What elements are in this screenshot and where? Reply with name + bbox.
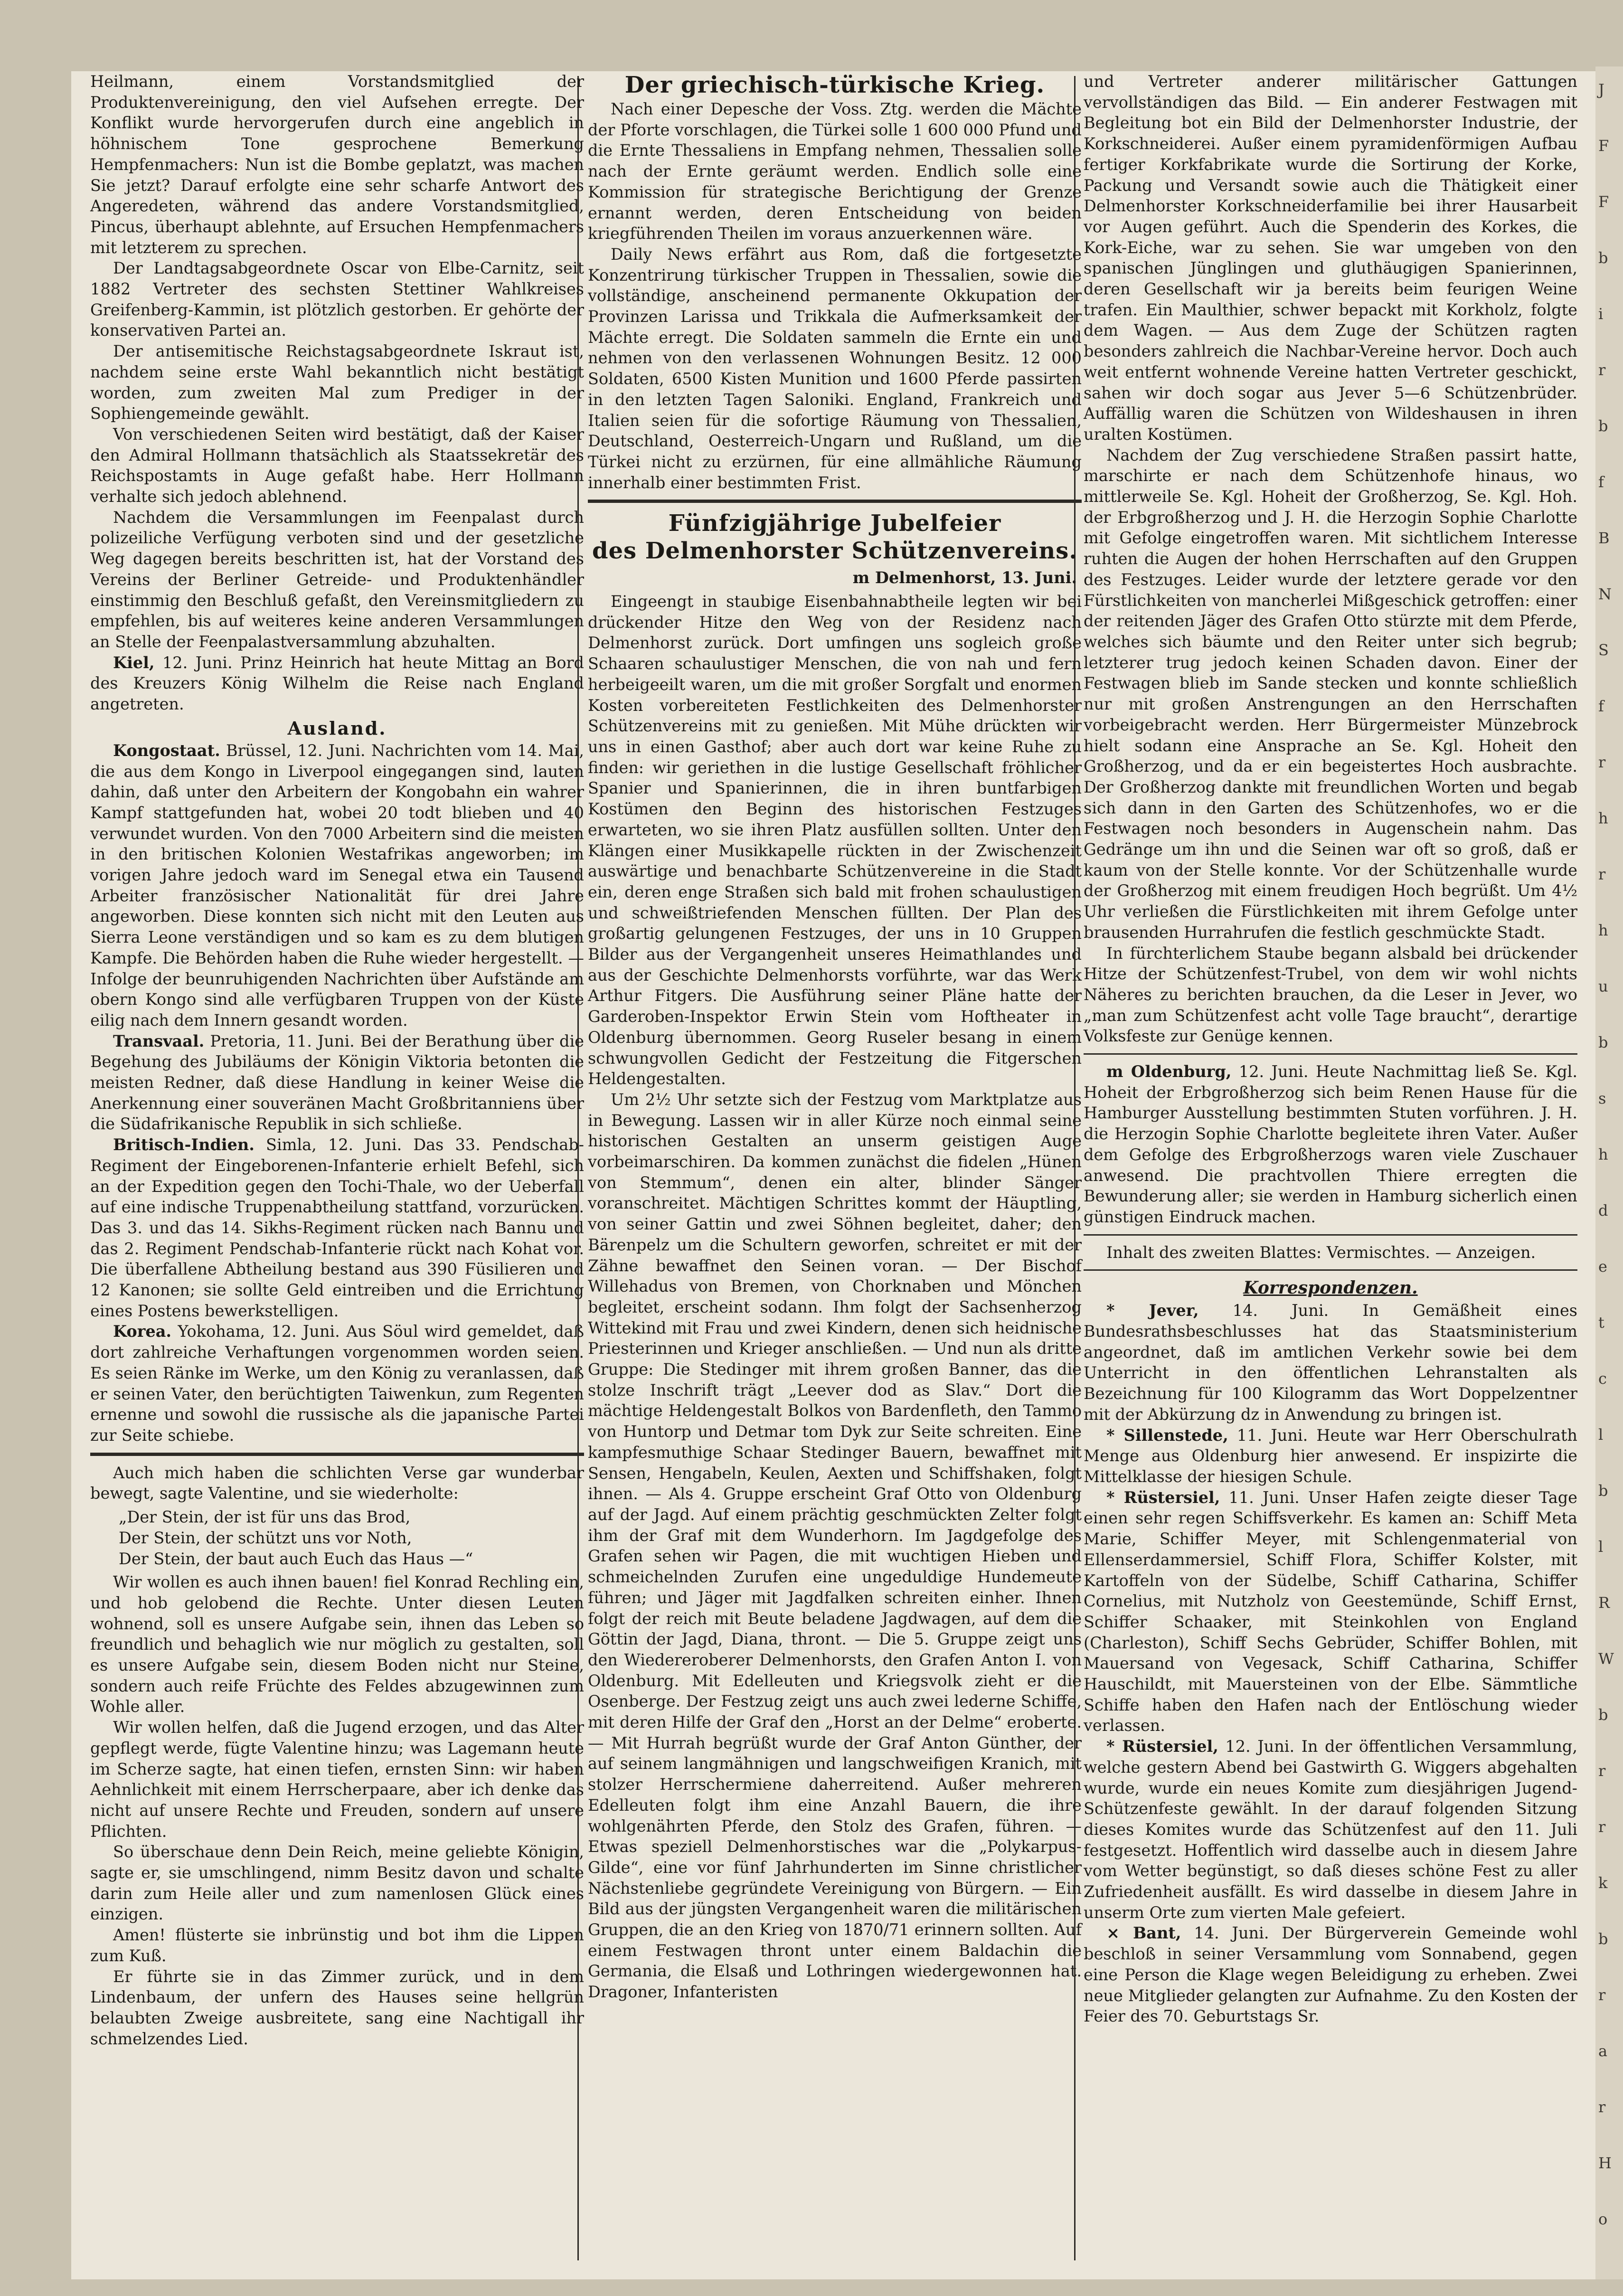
edge-letter: b — [1598, 1706, 1608, 1724]
column-middle — [588, 71, 1082, 2003]
edge-letter: l — [1598, 1538, 1604, 1556]
dateline: * Jever, — [1106, 1301, 1199, 1320]
dateline: Britisch-Indien. — [113, 1135, 255, 1154]
dateline: * Rüstersiel, — [1106, 1737, 1218, 1756]
edge-letter: u — [1598, 977, 1608, 995]
edge-letter: r — [1598, 1986, 1606, 2004]
edge-letter: r — [1598, 1762, 1606, 1780]
edge-letter: F — [1598, 137, 1609, 155]
paragraph: In fürchterlichem Staube begann alsbald bei drückender Hitze der Schützenfest-Trubel, von dem wir wohl nichts Näheres zu berichten brauchen, da die Leser in Jever, wo „man zum Schützenfest acht volle Tage braucht“, derartige Volksfeste zur Genüge kennen. — [1084, 944, 1577, 1046]
news-item: * Rüstersiel, 12. Juni. In der öffentlichen Versammlung, welche gestern Abend bei Gastwirth G. Wiggers abgehalten wurde, wurde ein neues Komite zum diesjährigen Jugend-Schützenfeste gewählt. In der darauf folgenden Sitzung dieses Komites wurde das Schützenfest auf den 11. Juli festgesetzt. Hoffentlich wird dasselbe auch in diesem Jahre vom Wetter begünstigt, so daß dieses schöne Fest zu aller Zufriedenheit ausfällt. Es wird dasselbe in diesem Jahre in unserm Orte zum vierten Male gefeiert. — [1084, 1737, 1578, 1922]
news-item: Transvaal. Pretoria, 11. Juni. Bei der Berathung über die Begehung des Jubiläums der Königin Viktoria betonten die meisten Redner, daß diese Handlung in keiner Weise die Anerkennung einer souveränen Macht Großbritanniens über die Südafrikanische Republik in sich schließe. — [90, 1031, 584, 1134]
article-heading: des Delmenhorster Schützenvereins. — [592, 538, 1078, 565]
edge-letter: d — [1598, 1201, 1608, 1219]
edge-letter: o — [1598, 2210, 1608, 2228]
edge-letter: t — [1598, 1313, 1604, 1332]
edge-letter: f — [1598, 697, 1604, 715]
edge-letter: F — [1598, 193, 1609, 211]
news-item: Korea. Yokohama, 12. Juni. Aus Söul wird gemeldet, daß dort zahlreiche Verhaftungen vorgenommen worden seien. Es seien Ränke im Werke, um den König zu veranlassen, daß er seinen Vater, den berüchtigten Taiwenkun, zum Regenten ernenne und sowohl die russische als die japanische Partei zur Seite schiebe. — [90, 1322, 584, 1445]
edge-letter: c — [1598, 1370, 1607, 1388]
section-divider — [90, 1453, 584, 1456]
news-item: * Rüstersiel, 11. Juni. Unser Hafen zeigte dieser Tage einen sehr regen Schiffsverkehr. Es kamen an: Schiff Meta Marie, Schiffer Meyer, mit Schlengenmaterial von Ellenserdammersiel, Schiff Flora, Schiffer Kolster, mit Kartoffeln von der Südelbe, Schiff Catharina, Schiffer Cornelius, mit Nutzholz von Geestemünde, Schiff Ernst, Schiffer Schaaker, mit Steinkohlen von England (Charleston), Schiff Sechs Gebrüder, Schiffer Bohlen, mit Mauersand von Vegesack, Schiff Catharina, Schiffer Hauschildt, mit Mauersteinen von der Elbe. Sämmtliche Schiffe haben den Hafen nach der Entlöschung wieder verlassen. — [1084, 1488, 1577, 1735]
news-item: m Oldenburg, 12. Juni. Heute Nachmittag ließ Se. Kgl. Hoheit der Erbgroßherzog sich beim Renen Hause für die Hamburger Ausstellung bestimmten Stuten vorführen. J. H. die Herzogin Sophie Charlotte begleitete ihren Vater. Außer dem Gefolge des Erbgroßherzogs waren viele Zuschauer anwesend. Die prachtvollen Thiere erregten die Bewunderung aller; sie werden in Hamburg sicherlich einen günstigen Eindruck machen. — [1084, 1062, 1577, 1226]
paragraph: Wir wollen es auch ihnen bauen! fiel Konrad Rechling ein, und hob gelobend die Rechte. Unter diesen Leuten wohnend, soll es unsere Aufgabe sein, ihnen das Leben so freundlich und behaglich wie nur möglich zu gestalten, soll es unsere Aufgabe sein, diesem Boden nicht nur Steine, sondern auch reife Früchte des Feldes abzugewinnen zum Wohle aller. — [90, 1573, 584, 1716]
edge-letter: i — [1598, 305, 1604, 323]
edge-letter: r — [1598, 865, 1606, 883]
verse-line: Der Stein, der schützt uns vor Noth, — [119, 1528, 412, 1547]
paragraph: Amen! flüsterte sie inbrünstig und bot ihm die Lippen zum Kuß. — [90, 1926, 584, 1965]
edge-letter: B — [1598, 529, 1610, 547]
verse — [119, 1507, 584, 1569]
paragraph: Wir wollen helfen, daß die Jugend erzogen, und das Alter gepflegt werde, fügte Valentine hinzu; was Lagemann heute im Scherze sagte, hat einen tiefen, ernsten Sinn: wir haben Aehnlichkeit mit einem Herrscherpaare, aber ich denke das nicht auf unsere Rechte und Freuden, sondern auf unsere Pflichten. — [90, 1718, 584, 1841]
paragraph: Nachdem der Zug verschiedene Straßen passirt hatte, marschirte er nach dem Schützenhofe hinaus, wo mittlerweile Se. Kgl. Hoheit der Großherzog, Se. Kgl. Hoh. der Erbgroßherzog und J. H. die Herzogin Sophie Charlotte mit Gefolge eingetroffen waren. Mit sichtlichem Interesse ruhten die Augen der hohen Herrschaften auf den Gruppen des Festzuges. Leider wurde der letztere gerade vor den Fürstlichkeiten von mancherlei Mißgeschick getroffen: einer der reitenden Jäger des Grafen Otto stürzte mit dem Pferde, welches sich bäumte und den Reiter unter sich begrub; letzterer trug jedoch keinen Schaden davon. Einer der Festwagen blieb im Sande stecken und konnte schließlich nur mit großen Anstrengungen an den Herrschaften vorbeigebracht werden. Herr Bürgermeister Münzebrock hielt sodann eine Ansprache an Se. Kgl. Hoheit den Großherzog, und da er ein begeistertes Hoch ausbrachte. Der Großherzog dankte mit freundlichen Worten und begab sich dann in den Garten des Schützenhofes, wo er die Festwagen noch besonders in Augenschein nahm. Das Gedränge um ihn und die Seinen war oft so groß, daß er kaum von der Stelle konnte. Vor der Schützenhalle wurde der Großherzog mit einem freudigen Hoch begrüßt. Um 4½ Uhr verließen die Fürstlichkeiten mit ihrem Gefolge unter brausenden Hurrahrufen die festlich geschmückte Stadt. — [1084, 445, 1577, 942]
paragraph: Um 2½ Uhr setzte sich der Festzug vom Marktplatze aus in Bewegung. Lassen wir in aller Kürze noch einmal seine historischen Gestalten an unserm geistigen Auge vorbeimarschiren. Da kommen zunächst die fidelen „Hünen von Stemmum“, denen ein alter, blinder Sänger voranschreitet. Mächtigen Schrittes kommt der Häuptling, von seiner Gattin und zwei Söhnen begleitet, daher; den Bärenpelz um die Schultern geworfen, schreitet er mit der Zähne bewaffnet den Seinen voran. — Der Bischof Willehadus von Bremen, von Chorknaben und Mönchen begleitet, erscheint sodann. Ihm folgt der Sachsenherzog Wittekind mit Frau und zwei Kindern, denen sich heidnische Priesterinnen und Krieger anschließen. — Und nun als dritte Gruppe: Die Stedinger mit ihrem großen Banner, das die stolze Inschrift trägt „Leever dod as Slav.“ Dort die mächtige Heldengestalt Bolkos von Bardenfleth, den Tammo von Huntorp und Detmar tom Dyk zur Seite schreiten. Eine kampfesmuthige Schaar Stedinger Bauern, bewaffnet mit Sensen, Hengabeln, Keulen, Aexten und Schiffshaken, folgt ihnen. — Als 4. Gruppe erscheint Graf Otto von Oldenburg auf der Jagd. Auf einem prächtig geschmückten Zelter folgt ihm der Graf mit dem Wunderhorn. Im Jagdgefolge des Grafen sehen wir Pagen, die mit wuchtigen Hieben und schmeichelnden Zurufen eine ungeduldige Hundemeute führen; und Jäger mit Jagdfalken schreiten einher. Ihnen folgt der reich mit Beute beladene Jagdwagen, auf dem die Göttin der Jagd, Diana, thront. — Die 5. Gruppe zeigt uns den Wiedereroberer Delmenhorsts, den Grafen Anton I. von Oldenburg. Mit Edelleuten und Kriegsvolk zieht er die Osenberge. Der Festzug zeigt uns auch zwei lederne Schiffe, mit deren Hilfe der Graf den „Horst an der Delme“ eroberte. — Mit Hurrah begrüßt wurde der Graf Anton Günther, der auf seinem langmähnigen und langschweifigen Kranich, mit stolzer Herrschermiene daherreitend. Außer mehreren Edelleuten folgt ihm eine Anzahl Bauern, die ihre wohlgenährten Pferde, den Stolz des Grafen, führen. — Etwas speziell Delmenhorstisches war die „Polykarpus-Gilde“, eine vor fünf Jahrhunderten im Sinne christlicher Nächstenliebe gegründete Vereinigung von Bürgern. — Ein Bild aus der jüngsten Vergangenheit waren die militärischen Gruppen, die an den Krieg von 1870/71 erinnern sollten. Auf einem Festwagen thront unter einem Baldachin die Germania, die Elsaß und Lothringen wiedergewonnen hat. Dragoner, Infanteristen — [588, 1090, 1082, 2002]
dateline: Kongostaat. — [113, 741, 220, 760]
dateline: * Sillenstede, — [1106, 1426, 1228, 1445]
column-left — [90, 71, 584, 2049]
edge-letter: h — [1598, 809, 1608, 827]
news-item: Kongostaat. Brüssel, 12. Juni. Nachrichten vom 14. Mai, die aus dem Kongo in Liverpool eingegangen sind, lauten dahin, daß unter den Arbeitern der Kongobahn ein wahrer Kampf stattgefunden hat, wobei 20 todt blieben und 40 verwundet wurden. Von den 7000 Arbeitern sind die meisten in den britischen Kolonien Westafrikas angeworben; im vorigen Jahre jedoch ward im Senegal etwa ein Tausend Arbeiter französischer Nationalität für drei Jahre angeworben. Diese konnten sich nicht mit den Leuten aus Sierra Leone verständigen und so kam es zu dem blutigen Kampfe. Die Behörden haben die Ruhe wieder hergestellt. — Infolge der beunruhigenden Nachrichten über Aufstände am obern Kongo sind alle verfügbaren Truppen von der Küste eilig nach dem Innern gesandt worden. — [90, 741, 584, 1030]
edge-letter: s — [1598, 1089, 1606, 1107]
edge-letter: b — [1598, 1930, 1608, 1948]
dateline: m Oldenburg, — [1106, 1062, 1232, 1081]
dateline: Korea. — [113, 1322, 172, 1341]
section-heading: Korrespondenzen. — [1243, 1278, 1418, 1298]
edge-letter: W — [1598, 1650, 1614, 1668]
news-item: Kiel, 12. Juni. Prinz Heinrich hat heute Mittag an Bord des Kreuzers König Wilhelm die Reise nach England angetreten. — [90, 653, 584, 714]
edge-letter: b — [1598, 249, 1608, 267]
dateline: Kiel, — [113, 653, 155, 672]
section-divider — [1084, 1269, 1577, 1271]
edge-letter: R — [1598, 1594, 1610, 1612]
dateline: * Rüstersiel, — [1106, 1488, 1220, 1507]
edge-letter: r — [1598, 361, 1606, 379]
paragraph: Daily News erfährt aus Rom, daß die fortgesetzte Konzentrirung türkischer Truppen in Thessalien, sowie die vollständige, anscheinend permanente Okkupation der Provinzen Larissa und Trikkala die Aufmerksamkeit der Mächte erregt. Die Soldaten sammeln die Ernte ein und nehmen von den verlassenen Wohnungen Besitz. 12 000 Soldaten, 6500 Kisten Munition und 1600 Pferde passirten in den letzten Tagen Saloniki. England, Frankreich und Italien seien für die sofortige Räumung von Thessalien, Deutschland, Oesterreich-Ungarn und Rußland, um die Türkei nicht zu erzürnen, für eine allmähliche Räumung innerhalb einer bestimmten Frist. — [588, 245, 1082, 492]
news-item: Britisch-Indien. Simla, 12. Juni. Das 33. Pendschab-Regiment der Eingeborenen-Infanterie erhielt Befehl, sich an der Expedition gegen den Tochi-Thale, wo der Ueberfall auf eine indische Truppenabtheilung stattfand, vorzurücken. Das 3. und das 14. Sikhs-Regiment rücken nach Bannu und das 2. Regiment Pendschab-Infanterie rückt nach Kohat vor. Die überfallene Abtheilung bestand aus 390 Füsilieren und 12 Kanonen; sie sollte Geld eintreiben und die Errichtung eines Postens bewerkstelligen. — [90, 1135, 584, 1320]
news-item: * Jever, 14. Juni. In Gemäßheit eines Bundesrathsbeschlusses hat das Staatsministerium angeordnet, daß im amtlichen Verkehr sowie bei dem Unterricht in den öffentlichen Lehranstalten als Bezeichnung für 100 Kilogramm das Wort Doppelzentner mit der Abkürzung dz in Anwendung zu bringen ist. — [1084, 1301, 1577, 1424]
paragraph: Der antisemitische Reichstagsabgeordnete Iskraut ist, nachdem seine erste Wahl bekanntlich nicht bestätigt worden, zum zweiten Mal zum Prediger in der Sophiengemeinde gewählt. — [90, 342, 584, 423]
section-divider — [588, 500, 1082, 503]
notice: Inhalt des zweiten Blattes: Vermischtes. — Anzeigen. — [1106, 1243, 1536, 1262]
paragraph: Von verschiedenen Seiten wird bestätigt, daß der Kaiser den Admiral Hollmann thatsächlich als Staatssekretär des Reichspostamts in Auge gefaßt habe. Herr Hollmann verhalte sich jedoch ablehnend. — [90, 425, 584, 506]
edge-letter: b — [1598, 1033, 1608, 1051]
edge-letter: k — [1598, 1874, 1608, 1892]
news-item: × Bant, 14. Juni. Der Bürgerverein Gemeinde wohl beschloß in seiner Versammlung vom Sonnabend, gegen eine Person die Klage wegen Beleidigung zu erheben. Zwei neue Mitglieder gelangten zur Aufnahme. Zu den Kosten der Feier des 70. Geburtstags Sr. — [1084, 1924, 1577, 2026]
news-item: * Sillenstede, 11. Juni. Heute war Herr Oberschulrath Menge aus Oldenburg hier anwesend. Er inspizirte die Mittelklasse der hiesigen Schule. — [1084, 1426, 1578, 1486]
dateline: m Delmenhorst, 13. Juni. — [852, 568, 1077, 587]
edge-letter: b — [1598, 417, 1608, 435]
edge-letter: J — [1598, 81, 1604, 99]
section-divider — [1084, 1234, 1577, 1236]
paragraph: Nachdem die Versammlungen im Feenpalast durch polizeiliche Verfügung verboten sind und der gesetzliche Weg dagegen bereits beschritten ist, hat der Vorstand des Vereins der Berliner Getreide- und Produktenhändler einstimmig den Beschluß gefaßt, den Vereinsmitgliedern zu empfehlen, bis auf weiteres keine anderen Versammlungen an Stelle der Feenpalastversammlung abzuhalten. — [90, 508, 584, 651]
edge-letter: f — [1598, 473, 1604, 491]
article-heading: Fünfzigjährige Jubelfeier — [668, 510, 1001, 537]
section-divider — [1084, 1053, 1577, 1055]
edge-letter: r — [1598, 2098, 1606, 2116]
edge-letter: b — [1598, 1482, 1608, 1500]
verse-line: „Der Stein, der ist für uns das Brod, — [119, 1508, 411, 1527]
edge-letter: h — [1598, 921, 1608, 939]
paragraph: Der Landtagsabgeordnete Oscar von Elbe-Carnitz, seit 1882 Vertreter des sechsten Stettiner Wahlkreises Greifenberg-Kammin, ist plötzlich gestorben. Er gehörte der konservativen Partei an. — [90, 259, 584, 340]
edge-letter: r — [1598, 753, 1606, 771]
paragraph: Heilmann, einem Vorstandsmitglied der Produktenvereinigung, den viel Aufsehen erregte. Der Konflikt wurde hervorgerufen durch eine angeblich in höhnischem Tone gesprochene Bemerkung Hempfenmachers: Nun ist die Bombe geplatzt, was machen Sie jetzt? Darauf erfolgte eine sehr scharfe Antwort des Angeredeten, während das andere Vorstandsmitglied, Pincus, überhaupt ablehnte, auf Ersuchen Hempfenmachers mit letzterem zu sprechen. — [90, 72, 584, 257]
edge-letter: r — [1598, 1818, 1606, 1836]
article-heading: Der griechisch-türkische Krieg. — [624, 72, 1045, 98]
paragraph: Er führte sie in das Zimmer zurück, und in dem Lindenbaum, der unfern des Hauses seine hellgrün belaubten Zweige ausbreitete, sang eine Nachtigall ihr schmelzendes Lied. — [90, 1967, 584, 2048]
paragraph: Nach einer Depesche der Voss. Ztg. werden die Mächte der Pforte vorschlagen, die Türkei solle 1 600 000 Pfund und die Ernte Thessaliens in Empfang nehmen, Thessalien solle nach der Ernte geräumt werden. Endlich solle eine Kommission für strategische Berichtigung der Grenze ernannt werden, deren Entscheidung von beiden kriegführenden Theilen im voraus anzuerkennen wäre. — [588, 100, 1082, 243]
edge-letter: a — [1598, 2042, 1608, 2060]
section-heading: Ausland. — [287, 717, 387, 739]
paragraph: und Vertreter anderer militärischer Gattungen vervollständigen das Bild. — Ein anderer Festwagen mit Begleitung bot ein Bild der Delmenhorster Industrie, der Korkschneiderei. Außer einem pyramidenförmigen Aufbau fertiger Korkfabrikate wurde die Sortirung der Korke, Packung und Versandt sowie auch die Thätigkeit einer Delmenhorster Korkschneiderfamilie bei ihrer Hausarbeit vor Augen geführt. Auch die Spenderin des Korkes, die Kork-Eiche, war zu sehen. Sie war umgeben von den spanischen Jünglingen und gluthäugigen Spanierinnen, deren Gesellschaft wir ja bereits beim feurigen Weine trafen. Ein Maulthier, schwer bepackt mit Korkholz, folgte dem Wagen. — Aus dem Zuge der Schützen ragten besonders zahlreich die Nachbar-Vereine hervor. Doch auch weit entfernt wohnende Vereine hatten Vertreter geschickt, sahen wir doch sogar aus Jever 5—6 Schützenbrüder. Auffällig waren die Schützen von Wildeshausen in ihren uralten Kostümen. — [1084, 72, 1577, 444]
dateline: × Bant, — [1106, 1924, 1181, 1943]
edge-letter: h — [1598, 1145, 1608, 1163]
edge-letter: e — [1598, 1257, 1607, 1276]
edge-letter: l — [1598, 1426, 1604, 1444]
column-right — [1084, 71, 1577, 2027]
paragraph: Eingeengt in staubige Eisenbahnabtheile legten wir bei drückender Hitze den Weg von der Residenz nach Delmenhorst zurück. Dort umfingen uns sogleich große Schaaren schaulustiger Menschen, die von nah und fern herbeigeeilt waren, um die mit großer Sorgfalt und enormen Kosten vorbereiteten Festlichkeiten des Delmenhorster Schützenvereins mit zu genießen. Mit Mühe drückten wir uns in einen Gasthof; aber auch dort war keine Ruhe zu finden: wir geriethen in die lustige Gesellschaft fröhlicher Spanier und Spanierinnen, die in ihren buntfarbigen Kostümen den Beginn des historischen Festzuges erwarteten, wo sie ihren Platz ausfüllen sollten. Unter den Klängen einer Musikkapelle rückten in der Zwischenzeit auswärtige und benachbarte Schützenvereine in die Stadt ein, deren enge Straßen sich bald mit frohen schaulustigen und schweißtriefenden Menschen füllten. Der Plan des großartig gelungenen Festzuges, der uns in 10 Gruppen Bilder aus der Vergangenheit unseres Heimathlandes und aus der Geschichte Delmenhorsts vorführte, war das Werk Arthur Fitgers. Die Ausführung seiner Pläne hatte der Garderoben-Inspektor Erwin Stein vom Hoftheater in Oldenburg übernommen. Georg Ruseler besang in einem schwungvollen Gedicht der Festzeitung die Fitgerschen Heldengestalten. — [588, 592, 1082, 1088]
dateline: Transvaal. — [113, 1031, 205, 1050]
paragraph: Auch mich haben die schlichten Verse gar wunderbar bewegt, sagte Valentine, und sie wiederholte: — [90, 1463, 584, 1503]
paragraph: So überschaue denn Dein Reich, meine geliebte Königin, sagte er, sie umschlingend, nimm Besitz davon und schalte darin zum Heile aller und zum namenlosen Glück eines einzigen. — [90, 1842, 584, 1924]
adjacent-page-edge — [1595, 66, 1623, 2279]
edge-letter: N — [1598, 585, 1612, 603]
edge-letter: S — [1598, 641, 1609, 659]
verse-line: Der Stein, der baut auch Euch das Haus —“ — [119, 1549, 473, 1568]
edge-letter: H — [1598, 2154, 1612, 2172]
